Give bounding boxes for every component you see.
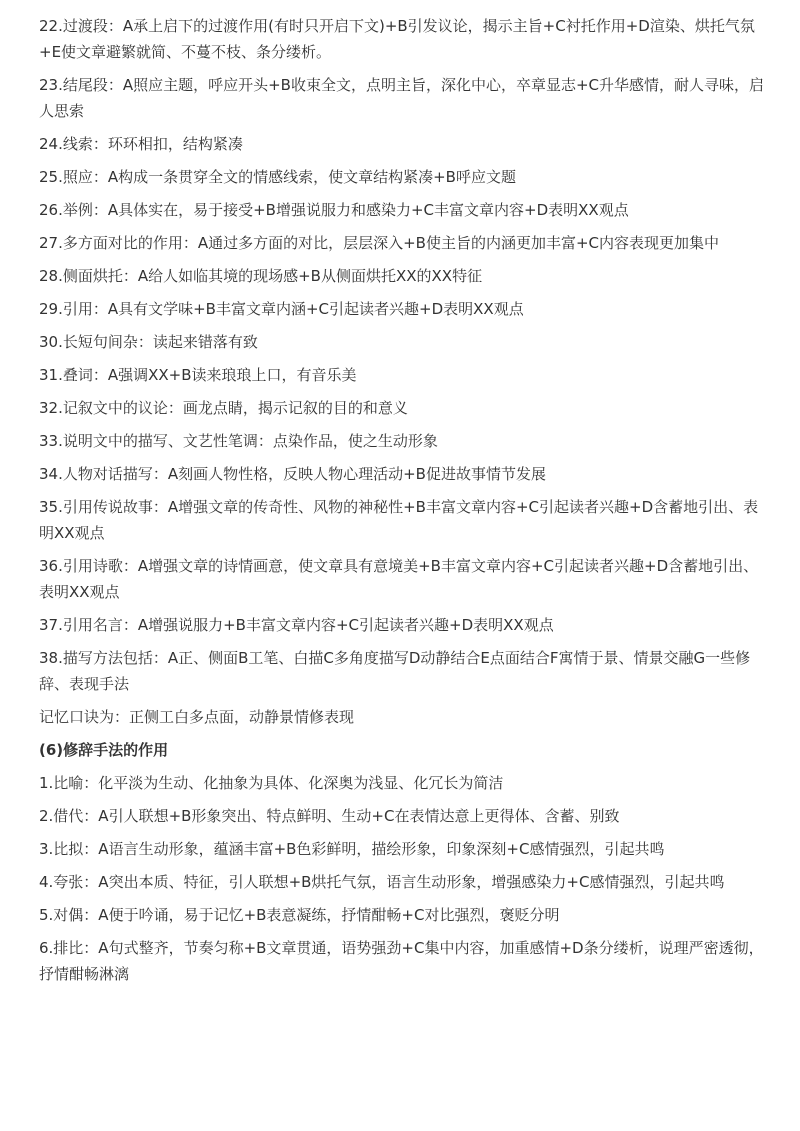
list-item: 25.照应：A构成一条贯穿全文的情感线索，使文章结构紧凑+B呼应文题 — [39, 168, 516, 186]
list-item: 31.叠词：A强调XX+B读来琅琅上口，有音乐美 — [39, 366, 357, 384]
section-heading: (6)修辞手法的作用 — [39, 741, 169, 759]
list-item: 38.描写方法包括：A正、侧面B工笔、白描C多角度描写D动静结合E点面结合F寓情于景、情景交融G一些修辞、表现手法 — [39, 649, 751, 693]
list-item: 5.对偶：A便于吟诵，易于记忆+B表意凝练，抒情酣畅+C对比强烈，褒贬分明 — [39, 906, 560, 924]
list-item: 26.举例：A具体实在，易于接受+B增强说服力和感染力+C丰富文章内容+D表明XX观点 — [39, 201, 629, 219]
list-item: 6.排比：A句式整齐，节奏匀称+B文章贯通，语势强劲+C集中内容，加重感情+D条分缕析，说理严密透彻，抒情酣畅淋漓 — [39, 939, 764, 983]
list-item: 22.过渡段：A承上启下的过渡作用(有时只开启下文)+B引发议论，揭示主旨+C衬托作用+D渲染、烘托气氛+E使文章避繁就简、不蔓不枝、条分缕析。 — [39, 17, 755, 61]
document-page — [39, 13, 769, 994]
list-item: 1.比喻：化平淡为生动、化抽象为具体、化深奥为浅显、化冗长为简洁 — [39, 774, 504, 792]
mnemonic-line: 记忆口诀为：正侧工白多点面，动静景情修表现 — [39, 708, 355, 726]
list-item: 36.引用诗歌：A增强文章的诗情画意，使文章具有意境美+B丰富文章内容+C引起读者兴趣+D含蓄地引出、表明XX观点 — [39, 557, 759, 601]
list-item: 24.线索：环环相扣，结构紧凑 — [39, 135, 243, 153]
list-item: 4.夸张：A突出本质、特征，引人联想+B烘托气氛，语言生动形象，增强感染力+C感情强烈，引起共鸣 — [39, 873, 725, 891]
list-item: 30.长短句间杂：读起来错落有致 — [39, 333, 258, 351]
list-item: 37.引用名言：A增强说服力+B丰富文章内容+C引起读者兴趣+D表明XX观点 — [39, 616, 554, 634]
list-item: 27.多方面对比的作用：A通过多方面的对比，层层深入+B使主旨的内涵更加丰富+C内容表现更加集中 — [39, 234, 720, 252]
list-item: 2.借代：A引人联想+B形象突出、特点鲜明、生动+C在表情达意上更得体、含蓄、别致 — [39, 807, 620, 825]
list-item: 23.结尾段：A照应主题，呼应开头+B收束全文，点明主旨，深化中心，卒章显志+C升华感情，耐人寻味，启人思索 — [39, 76, 765, 120]
list-item: 28.侧面烘托：A给人如临其境的现场感+B从侧面烘托XX的XX特征 — [39, 267, 483, 285]
list-item: 33.说明文中的描写、文艺性笔调：点染作品，使之生动形象 — [39, 432, 438, 450]
list-item: 3.比拟：A语言生动形象，蕴涵丰富+B色彩鲜明，描绘形象，印象深刻+C感情强烈，引起共鸣 — [39, 840, 665, 858]
list-item: 34.人物对话描写：A刻画人物性格，反映人物心理活动+B促进故事情节发展 — [39, 465, 546, 483]
list-item: 35.引用传说故事：A增强文章的传奇性、风物的神秘性+B丰富文章内容+C引起读者兴趣+D含蓄地引出、表明XX观点 — [39, 498, 759, 542]
list-item: 29.引用：A具有文学味+B丰富文章内涵+C引起读者兴趣+D表明XX观点 — [39, 300, 524, 318]
list-item: 32.记叙文中的议论：画龙点睛，揭示记叙的目的和意义 — [39, 399, 408, 417]
